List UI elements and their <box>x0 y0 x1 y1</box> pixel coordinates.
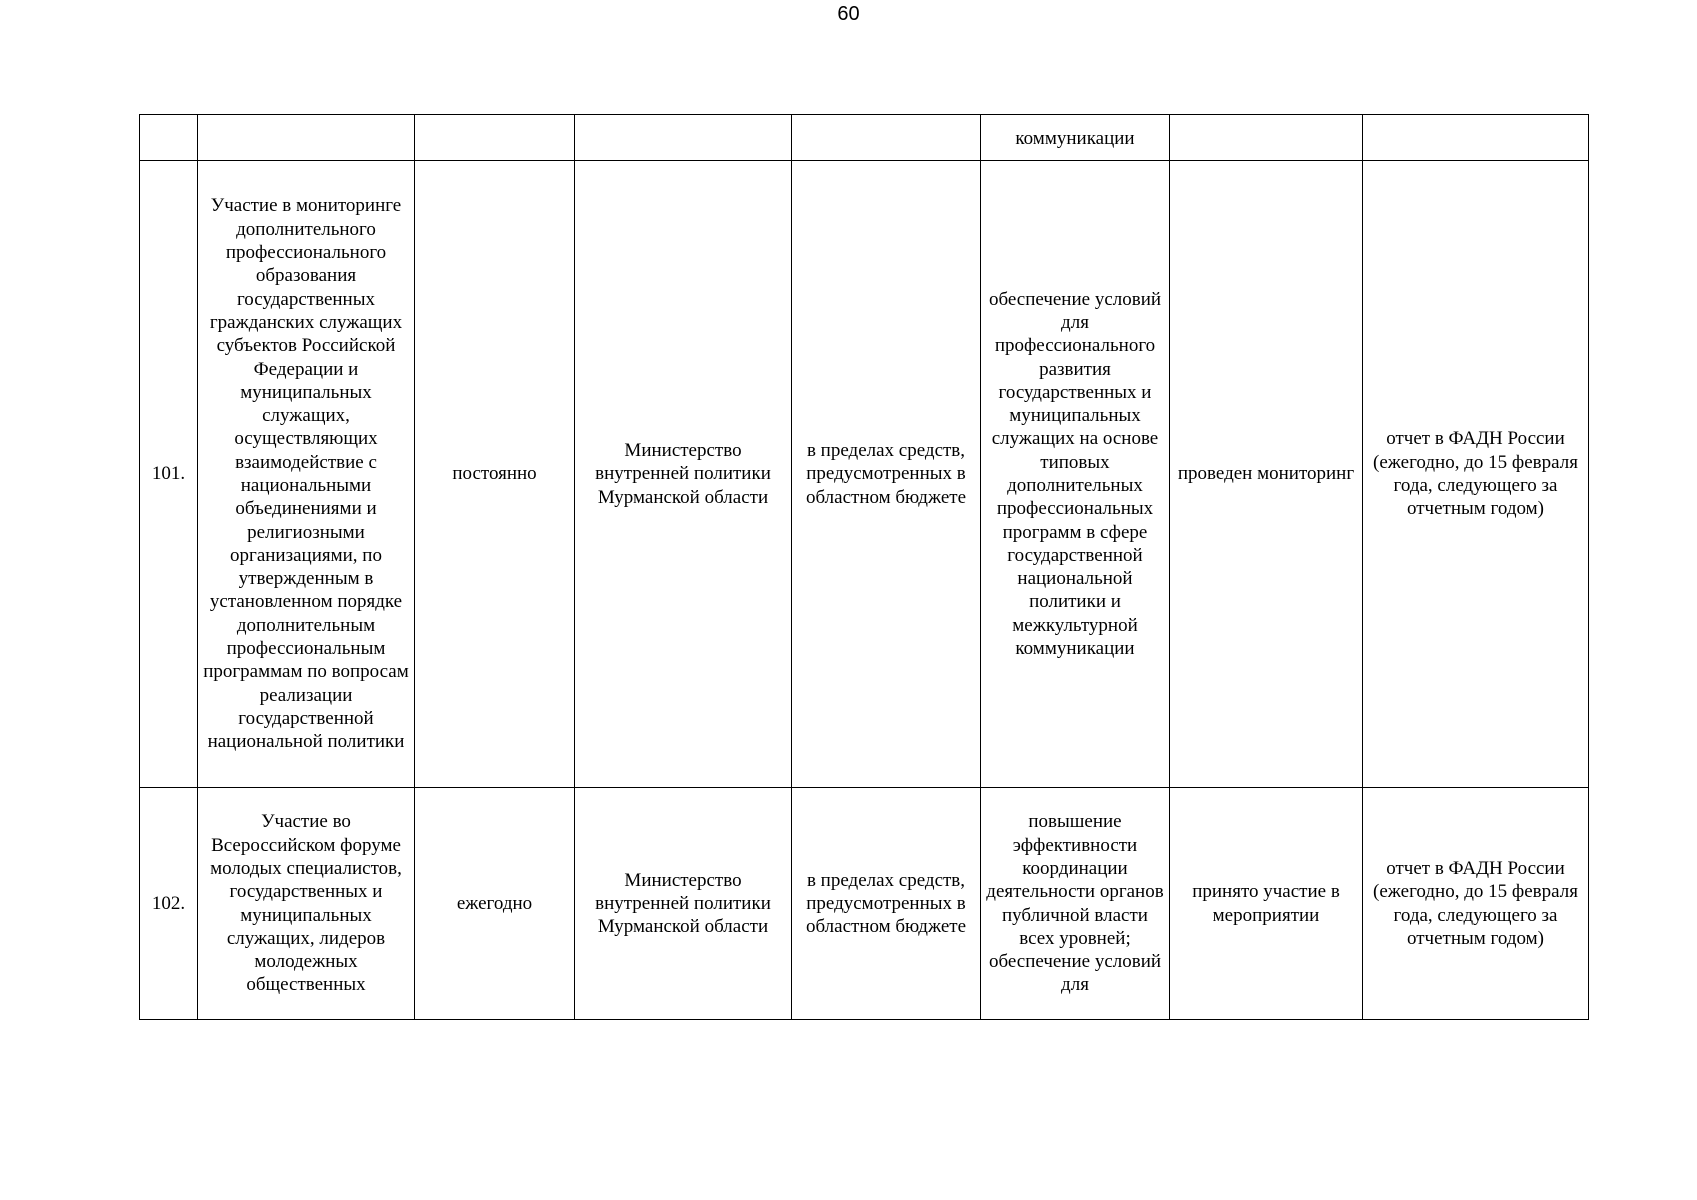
cell-funding: в пределах средств, предусмотренных в областном бюджете <box>792 788 981 1020</box>
cell-result: повышение эффективности координации деятельности органов публичной власти всех уровней; обеспечение условий для <box>981 788 1170 1020</box>
cell-indicator: принято участие в мероприятии <box>1170 788 1363 1020</box>
table-row <box>140 788 1589 1020</box>
cell-term <box>415 115 575 161</box>
cell-result: обеспечение условий для профессионального развития государственных и муниципальных служащих на основе типовых дополнительных профессиональных программ в сфере государственной национальной политики и межкультурной коммуникации <box>981 161 1170 788</box>
cell-report: отчет в ФАДН России (ежегодно, до 15 февраля года, следующего за отчетным годом) <box>1363 161 1589 788</box>
cell-term: ежегодно <box>415 788 575 1020</box>
page-number: 60 <box>837 3 860 25</box>
cell-number: 102. <box>140 788 198 1020</box>
cell-number <box>140 115 198 161</box>
cell-result: коммуникации <box>981 115 1170 161</box>
cell-activity: Участие в мониторинге дополнительного профессионального образования государственных гражданских служащих субъектов Российской Федерации и муниципальных служащих, осуществляющих взаимодействие с национальными объединениями и религиозными организациями, по утвержденным в установленном порядке дополнительным профессиональным программам по вопросам реализации государственной национальной политики <box>198 161 415 788</box>
cell-executor: Министерство внутренней политики Мурманской области <box>575 788 792 1020</box>
cell-number: 101. <box>140 161 198 788</box>
cell-activity <box>198 115 415 161</box>
cell-funding: в пределах средств, предусмотренных в областном бюджете <box>792 161 981 788</box>
cell-indicator <box>1170 115 1363 161</box>
activities-table <box>139 114 1589 1020</box>
cell-report <box>1363 115 1589 161</box>
table-row-continuation <box>140 115 1589 161</box>
cell-funding <box>792 115 981 161</box>
cell-executor <box>575 115 792 161</box>
cell-report: отчет в ФАДН России (ежегодно, до 15 февраля года, следующего за отчетным годом) <box>1363 788 1589 1020</box>
cell-executor: Министерство внутренней политики Мурманской области <box>575 161 792 788</box>
cell-term: постоянно <box>415 161 575 788</box>
cell-indicator: проведен мониторинг <box>1170 161 1363 788</box>
cell-activity: Участие во Всероссийском форуме молодых специалистов, государственных и муниципальных служащих, лидеров молодежных общественных <box>198 788 415 1020</box>
table-row <box>140 161 1589 788</box>
